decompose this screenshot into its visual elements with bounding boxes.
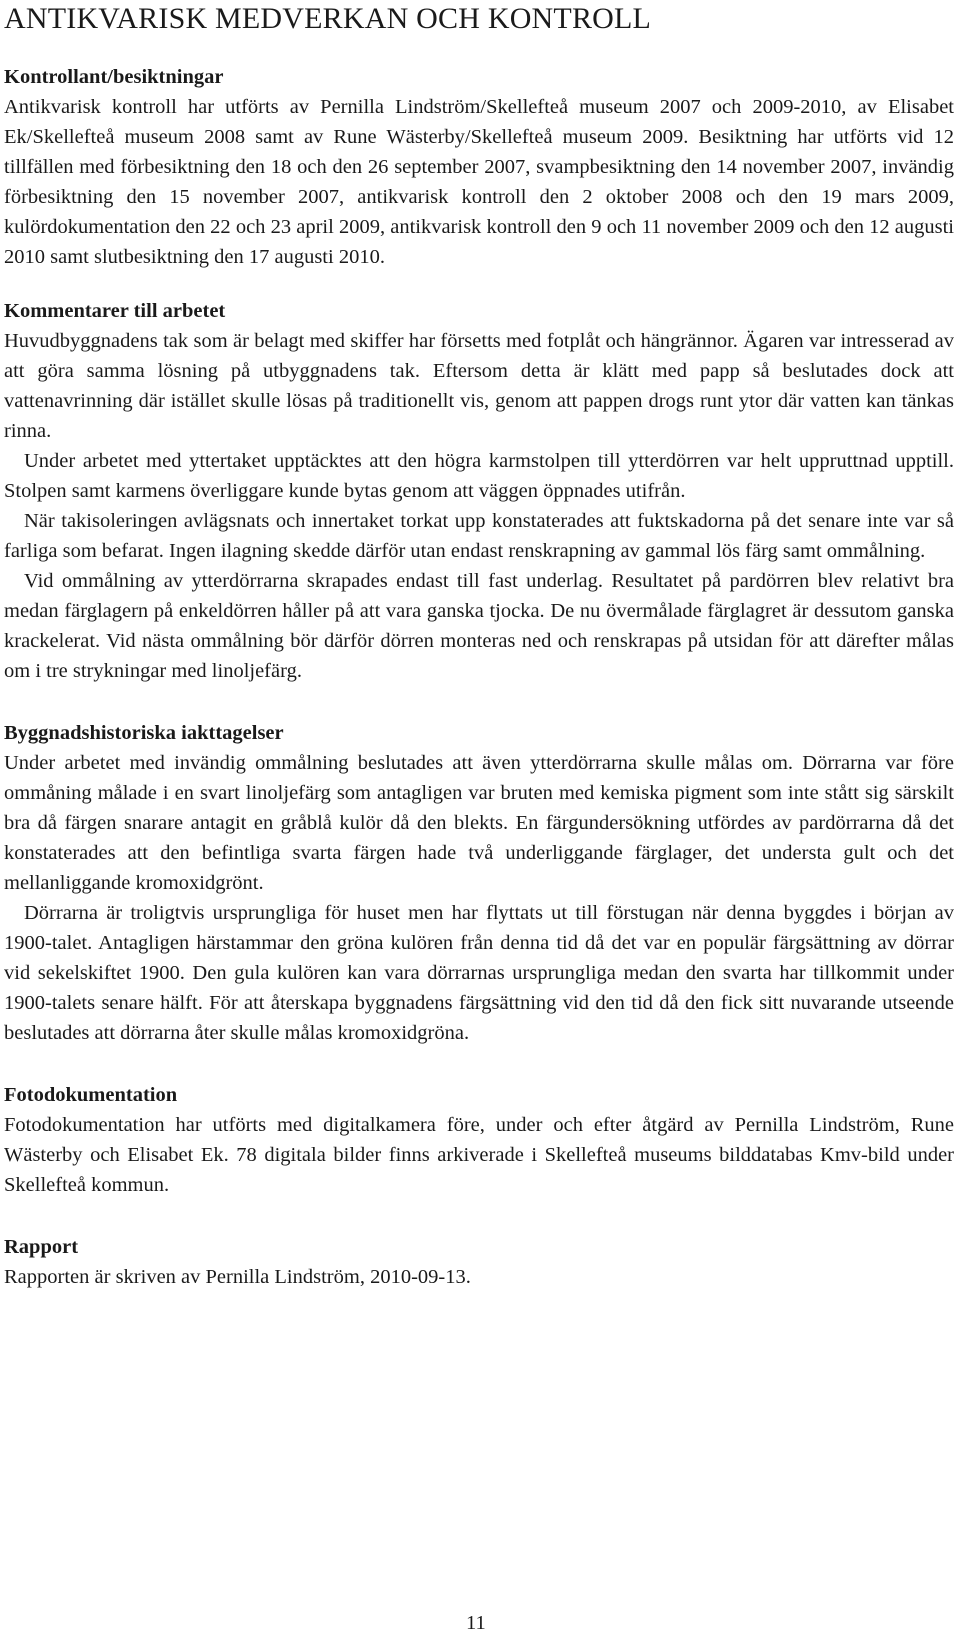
paragraph: Fotodokumentation har utförts med digitalkamera före, under och efter åtgärd av Pernilla Lindström, Rune Wästerby och Elisabet Ek. 78 digitala bilder finns arkiverade i Skellefteå museums bilddatabas Kmv-bild under Skellefteå kommun.	[4, 1114, 954, 1196]
paragraph: Rapporten är skriven av Pernilla Lindström, 2010-09-13.	[4, 1266, 471, 1288]
section-heading: Byggnadshistoriska iakttagelser	[4, 722, 284, 744]
paragraph: Dörrarna är troligtvis ursprungliga för huset men har flyttats ut till förstugan när denna byggdes i början av 1900-talet. Antagligen härstammar den gröna kulören från denna tid då det var en populär färgsättning av dörrar vid sekelskiftet 1900. Den gula kulören kan vara dörrarnas ursprungliga medan den svarta har tillkommit under 1900-talets senare hälft. För att återskapa byggnadens färgsättning vid den tid då den fick sitt nuvarande utseende beslutades att dörrarna åter skulle målas kromoxidgröna.	[4, 902, 954, 1044]
page-number: 11	[466, 1612, 486, 1634]
paragraph: När takisoleringen avlägsnats och innertaket torkat upp konstaterades att fuktskadorna på det senare inte var så farliga som befarat. Ingen ilagning skedde därför utan endast renskrapning av gammal lös färg samt ommålning.	[4, 510, 954, 562]
section-heading: Rapport	[4, 1236, 79, 1258]
section-kommentarer-till-arbetet	[4, 296, 954, 686]
section-byggnadshistoriska-iakttagelser	[4, 718, 954, 1048]
section-heading: Kontrollant/besiktningar	[4, 66, 224, 88]
page-title: ANTIKVARISK MEDVERKAN OCH KONTROLL	[4, 2, 652, 35]
section-heading: Fotodokumentation	[4, 1084, 178, 1106]
paragraph: Huvudbyggnadens tak som är belagt med skiffer har försetts med fotplåt och hängrännor. Ägaren var intresserad av att göra samma lösning på utbyggnadens tak. Eftersom detta är klätt med papp så beslutades dock att vattenavrinning där istället skulle lösas på traditionellt vis, genom att pappen drogs runt ytor där vatten kan tänkas rinna.	[4, 330, 954, 442]
paragraph: Under arbetet med yttertaket upptäcktes att den högra karmstolpen till ytterdörren var helt uppruttnad upptill. Stolpen samt karmens överliggare kunde bytas genom att väggen öppnades utifrån.	[4, 450, 954, 502]
paragraph: Under arbetet med invändig ommålning beslutades att även ytterdörrarna skulle målas om. Dörrarna var före ommåning målade i en svart linoljefärg som antagligen var bruten med kemiska pigment som inte stått sig särskilt bra då färgen snarare antagit en gråblå kulör då den blekts. En färgundersökning utfördes av pardörrarna då det konstaterades att den befintliga svarta färgen hade två underliggande färglager, det understa gult och det mellanliggande kromoxidgrönt.	[4, 752, 954, 894]
paragraph: Antikvarisk kontroll har utförts av Pernilla Lindström/Skellefteå museum 2007 och 2009-2010, av Elisabet Ek/Skellefteå museum 2008 samt av Rune Wästerby/Skellefteå museum 2009. Besiktning har utförts vid 12 tillfällen med förbesiktning den 18 och den 26 september 2007, svampbesiktning den 14 november 2007, invändig förbesiktning den 15 november 2007, antikvarisk kontroll den 2 oktober 2008 och den 19 mars 2009, kulördokumentation den 22 och 23 april 2009, antikvarisk kontroll den 9 och 11 november 2009 och den 12 augusti 2010 samt slutbesiktning den 17 augusti 2010.	[4, 96, 954, 268]
section-heading: Kommentarer till arbetet	[4, 300, 226, 322]
document-page	[4, 0, 954, 1292]
section-rapport	[4, 1232, 954, 1292]
section-kontrollant-besiktningar	[4, 62, 954, 272]
paragraph: Vid ommålning av ytterdörrarna skrapades endast till fast underlag. Resultatet på pardörren blev relativt bra medan färglagern på enkeldörren håller på att vara ganska tjocka. De nu övermålade färglagret är dessutom ganska krackelerat. Vid nästa ommålning bör därför dörren monteras ned och renskrapas på utsidan för att därefter målas om i tre strykningar med linoljefärg.	[4, 570, 954, 682]
section-fotodokumentation	[4, 1080, 954, 1200]
